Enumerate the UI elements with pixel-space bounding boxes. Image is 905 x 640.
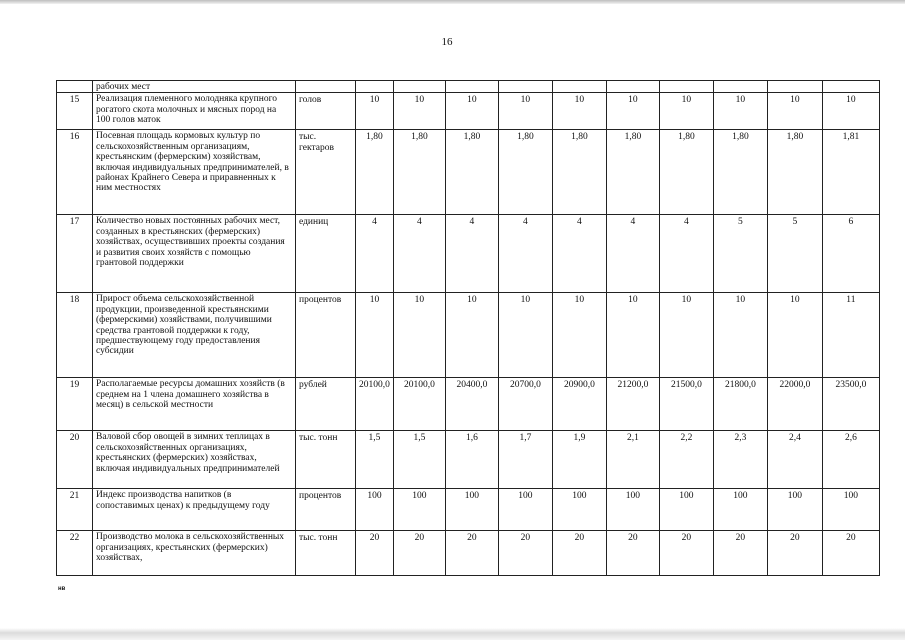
unit-cell: процентов bbox=[296, 293, 356, 378]
value-cell: 10 bbox=[393, 293, 445, 378]
value-cell: 20100,0 bbox=[356, 378, 394, 431]
value-cell: 4 bbox=[552, 215, 606, 293]
value-cell: 6 bbox=[822, 215, 879, 293]
value-cell: 20900,0 bbox=[552, 378, 606, 431]
value-cell: 10 bbox=[659, 293, 713, 378]
value-cell: 100 bbox=[393, 489, 445, 531]
scan-edge-bottom bbox=[0, 628, 905, 640]
value-cell: 10 bbox=[356, 93, 394, 130]
value-cell: 1,80 bbox=[393, 130, 445, 215]
table-row bbox=[57, 293, 880, 378]
row-number: 18 bbox=[57, 293, 93, 378]
value-cell: 21200,0 bbox=[606, 378, 659, 431]
value-cell: 1,80 bbox=[767, 130, 822, 215]
value-cell: 4 bbox=[393, 215, 445, 293]
unit-cell: тыс. тонн bbox=[296, 531, 356, 576]
row-number: 15 bbox=[57, 93, 93, 130]
value-cell: 1,81 bbox=[822, 130, 879, 215]
table-row bbox=[57, 93, 880, 130]
value-cell: 2,3 bbox=[713, 431, 767, 489]
value-cell: 10 bbox=[713, 293, 767, 378]
value-cell: 20 bbox=[393, 531, 445, 576]
unit-cell: процентов bbox=[296, 489, 356, 531]
footer-mark: нв bbox=[58, 586, 66, 592]
value-cell: 20 bbox=[822, 531, 879, 576]
value-cell: 20700,0 bbox=[498, 378, 552, 431]
value-cell: 100 bbox=[822, 489, 879, 531]
value-cell: 10 bbox=[822, 93, 879, 130]
row-number: 20 bbox=[57, 431, 93, 489]
value-cell: 20 bbox=[767, 531, 822, 576]
value-cell: 2,1 bbox=[606, 431, 659, 489]
row-number: 22 bbox=[57, 531, 93, 576]
value-cell: 1,5 bbox=[356, 431, 394, 489]
value-cell: 23500,0 bbox=[822, 378, 879, 431]
table-row bbox=[57, 215, 880, 293]
value-cell: 1,80 bbox=[713, 130, 767, 215]
value-cell: 20 bbox=[659, 531, 713, 576]
value-cell: 22000,0 bbox=[767, 378, 822, 431]
value-cell: 2,6 bbox=[822, 431, 879, 489]
indicator-name: Производство молока в сельскохозяйственных организациях, крестьянских (фермерских) хозяйствах, bbox=[93, 531, 296, 576]
value-cell: 1,80 bbox=[356, 130, 394, 215]
indicator-name: Индекс производства напитков (в сопоставимых ценах) к предыдущему году bbox=[93, 489, 296, 531]
value-cell: 20100,0 bbox=[393, 378, 445, 431]
value-cell: 21500,0 bbox=[659, 378, 713, 431]
indicator-name: Располагаемые ресурсы домашних хозяйств (в среднем на 1 члена домашнего хозяйства в месяц) в сельской местности bbox=[93, 378, 296, 431]
value-cell: 20 bbox=[445, 531, 498, 576]
indicator-name: Посевная площадь кормовых культур по сельскохозяйственным организациям, крестьянским (фермерским) хозяйствам, включая индивидуальных предпринимателей, в районах Крайнего Севера и приравненных к ним местностях bbox=[93, 130, 296, 215]
value-cell: 20 bbox=[552, 531, 606, 576]
table-row bbox=[57, 130, 880, 215]
value-cell: 2,4 bbox=[767, 431, 822, 489]
value-cell: 5 bbox=[767, 215, 822, 293]
value-cell: 10 bbox=[767, 93, 822, 130]
unit-cell: единиц bbox=[296, 215, 356, 293]
row-number: 21 bbox=[57, 489, 93, 531]
value-cell: 10 bbox=[713, 93, 767, 130]
scan-edge-top bbox=[0, 0, 905, 4]
unit-cell: тыс. тонн bbox=[296, 431, 356, 489]
value-cell: 10 bbox=[552, 93, 606, 130]
row-name-continued: рабочих мест bbox=[93, 81, 296, 93]
value-cell: 10 bbox=[606, 293, 659, 378]
value-cell: 4 bbox=[498, 215, 552, 293]
indicator-name: Валовой сбор овощей в зимних теплицах в сельскохозяйственных организациях, крестьянских (фермерских) хозяйствах, включая индивидуальных предпринимателей bbox=[93, 431, 296, 489]
value-cell: 21800,0 bbox=[713, 378, 767, 431]
value-cell: 20 bbox=[498, 531, 552, 576]
table-row bbox=[57, 431, 880, 489]
value-cell: 10 bbox=[498, 293, 552, 378]
value-cell: 100 bbox=[498, 489, 552, 531]
value-cell: 1,80 bbox=[659, 130, 713, 215]
unit-cell: рублей bbox=[296, 378, 356, 431]
value-cell: 100 bbox=[552, 489, 606, 531]
value-cell: 11 bbox=[822, 293, 879, 378]
value-cell: 10 bbox=[445, 293, 498, 378]
value-cell: 20 bbox=[606, 531, 659, 576]
value-cell: 10 bbox=[445, 93, 498, 130]
value-cell: 10 bbox=[393, 93, 445, 130]
indicator-name: Количество новых постоянных рабочих мест, созданных в крестьянских (фермерских) хозяйствах, осуществивших проекты создания и развития своих хозяйств с помощью грантовой поддержки bbox=[93, 215, 296, 293]
row-number: 16 bbox=[57, 130, 93, 215]
value-cell: 1,5 bbox=[393, 431, 445, 489]
value-cell: 1,80 bbox=[606, 130, 659, 215]
row-number: 17 bbox=[57, 215, 93, 293]
value-cell: 100 bbox=[713, 489, 767, 531]
value-cell: 1,7 bbox=[498, 431, 552, 489]
indicator-table bbox=[56, 80, 880, 576]
table-row bbox=[57, 378, 880, 431]
value-cell: 10 bbox=[606, 93, 659, 130]
value-cell: 4 bbox=[356, 215, 394, 293]
value-cell: 100 bbox=[356, 489, 394, 531]
value-cell: 100 bbox=[767, 489, 822, 531]
value-cell: 10 bbox=[659, 93, 713, 130]
value-cell: 1,80 bbox=[552, 130, 606, 215]
value-cell: 1,6 bbox=[445, 431, 498, 489]
unit-cell: тыс. гектаров bbox=[296, 130, 356, 215]
value-cell: 4 bbox=[606, 215, 659, 293]
page-number: 16 bbox=[441, 36, 453, 48]
table-row bbox=[57, 489, 880, 531]
table-row-continued bbox=[57, 81, 880, 93]
table-row bbox=[57, 531, 880, 576]
row-number: 19 bbox=[57, 378, 93, 431]
value-cell: 2,2 bbox=[659, 431, 713, 489]
value-cell: 1,80 bbox=[498, 130, 552, 215]
value-cell: 100 bbox=[659, 489, 713, 531]
value-cell: 1,80 bbox=[445, 130, 498, 215]
value-cell: 10 bbox=[498, 93, 552, 130]
value-cell: 100 bbox=[445, 489, 498, 531]
value-cell: 1,9 bbox=[552, 431, 606, 489]
value-cell: 10 bbox=[356, 293, 394, 378]
value-cell: 10 bbox=[767, 293, 822, 378]
value-cell: 20 bbox=[713, 531, 767, 576]
value-cell: 20 bbox=[356, 531, 394, 576]
value-cell: 5 bbox=[713, 215, 767, 293]
unit-cell: голов bbox=[296, 93, 356, 130]
indicator-name: Реализация племенного молодняка крупного рогатого скота молочных и мясных пород на 100 голов маток bbox=[93, 93, 296, 130]
value-cell: 20400,0 bbox=[445, 378, 498, 431]
value-cell: 10 bbox=[552, 293, 606, 378]
value-cell: 100 bbox=[606, 489, 659, 531]
value-cell: 4 bbox=[445, 215, 498, 293]
indicator-name: Прирост объема сельскохозяйственной продукции, произведенной крестьянскими (фермерскими) хозяйствами, получившими средства грантовой поддержки к году, предшествующему году предоставления субсидии bbox=[93, 293, 296, 378]
value-cell: 4 bbox=[659, 215, 713, 293]
